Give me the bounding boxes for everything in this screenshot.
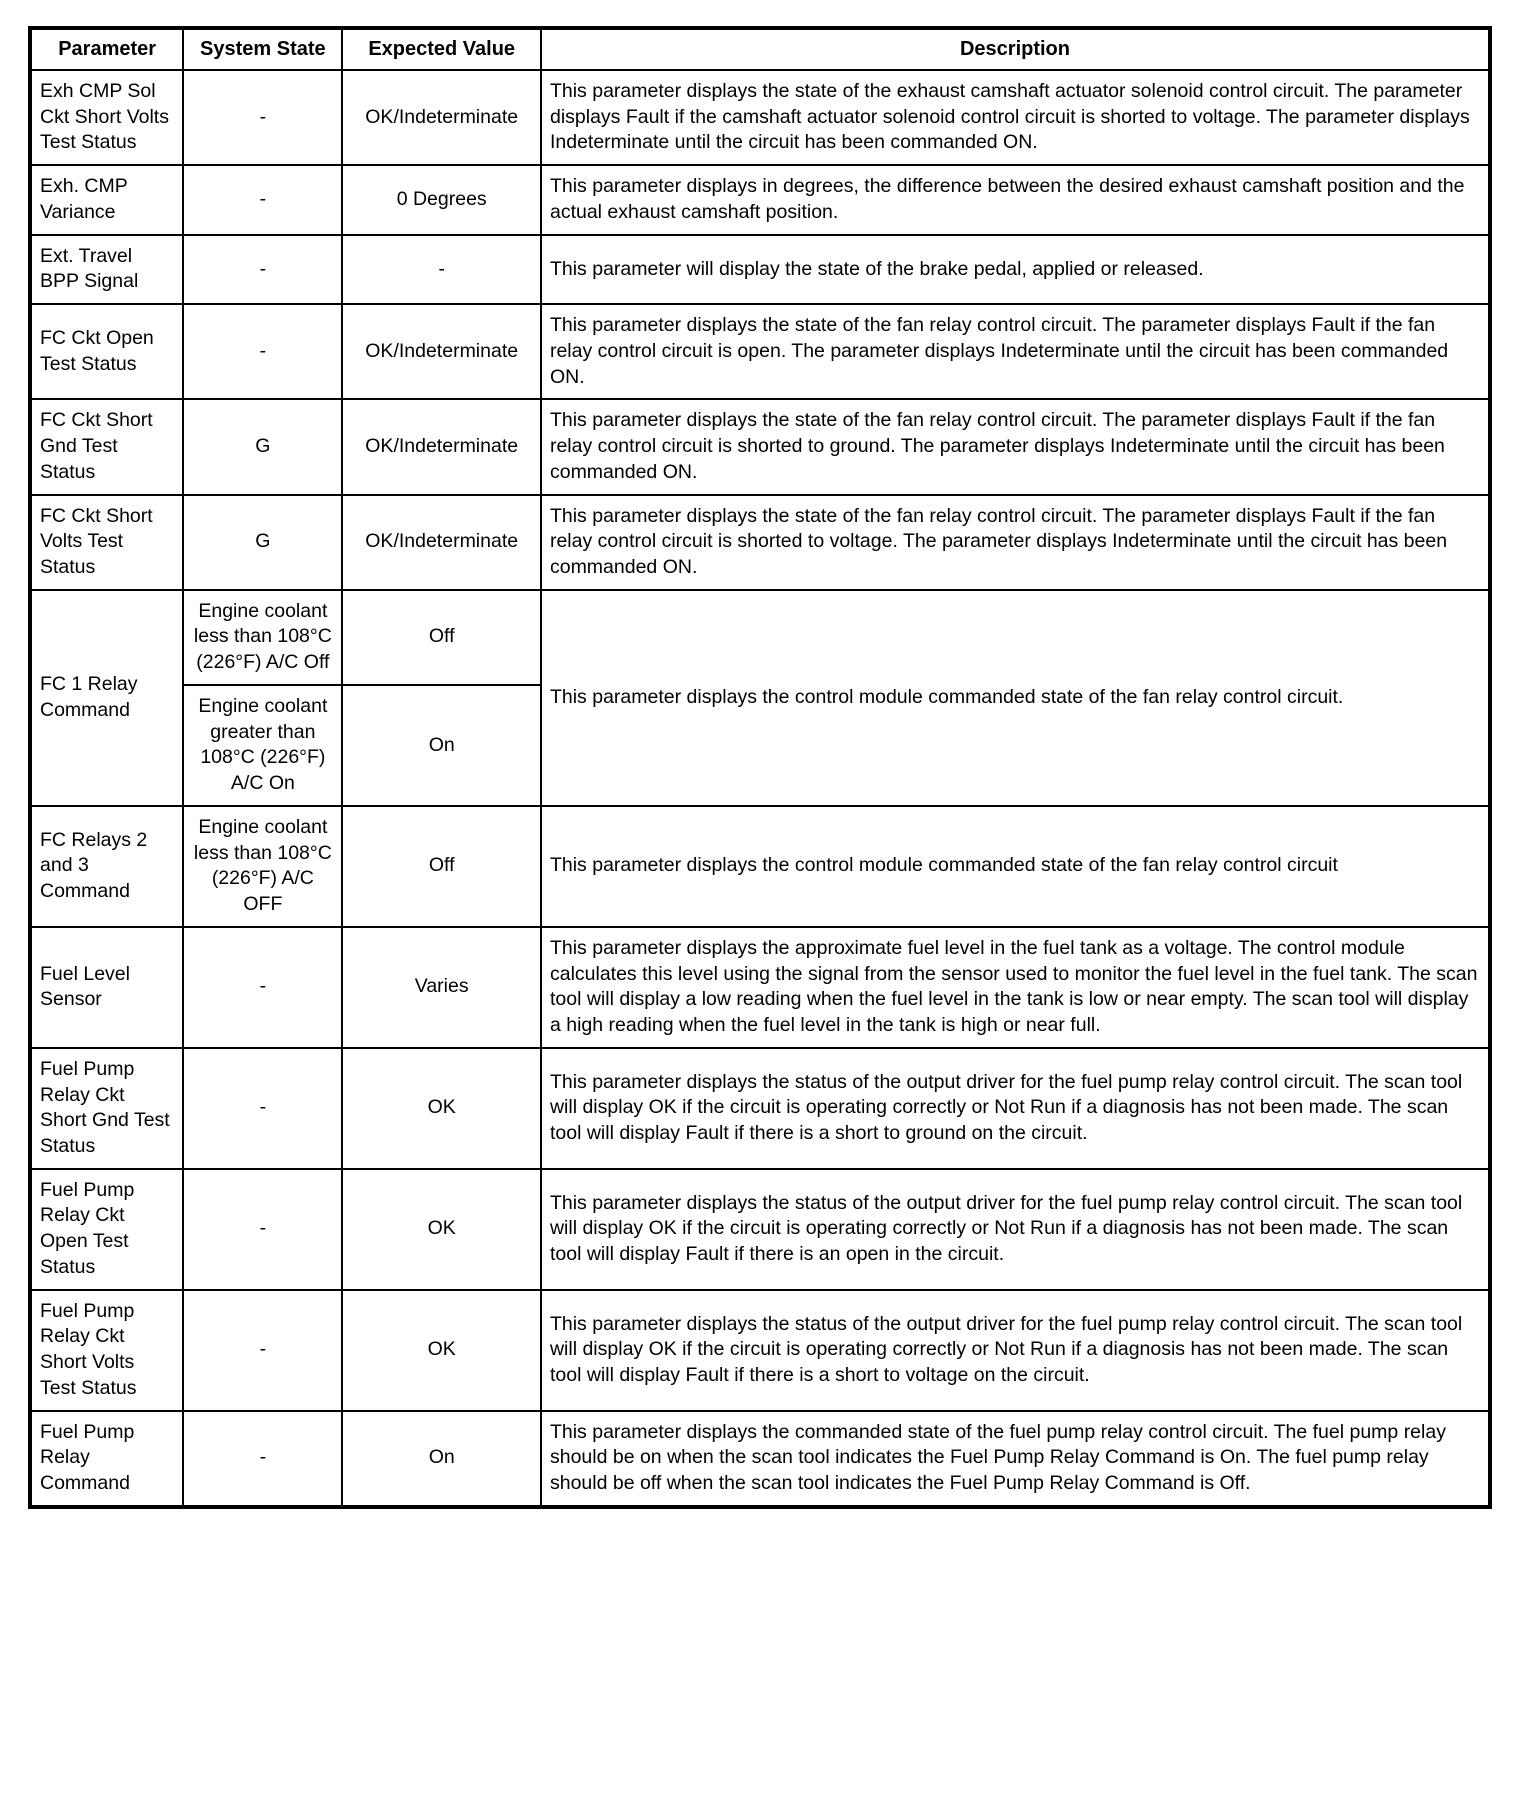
- description-cell: This parameter displays the status of the output driver for the fuel pump relay control circuit. The scan tool will display OK if the circuit is operating correctly or Not Run if a diagnosis has not been made. The scan tool will display Fault if there is a short to ground on the circuit.: [541, 1048, 1490, 1169]
- table-row: [30, 399, 1490, 494]
- description-cell: This parameter displays the state of the fan relay control circuit. The parameter displays Fault if the fan relay control circuit is shorted to ground. The parameter displays Indeterminate until the circuit has been commanded ON.: [541, 399, 1490, 494]
- parameter-cell: Fuel Level Sensor: [30, 927, 183, 1048]
- description-cell: This parameter displays the status of the output driver for the fuel pump relay control circuit. The scan tool will display OK if the circuit is operating correctly or Not Run if a diagnosis has not been made. The scan tool will display Fault if there is a short to voltage on the circuit.: [541, 1290, 1490, 1411]
- table-row: [30, 165, 1490, 234]
- expected-value-cell: On: [342, 685, 541, 806]
- parameter-cell: Fuel Pump Relay Ckt Open Test Status: [30, 1169, 183, 1290]
- table-row: [30, 304, 1490, 399]
- system-state-cell: -: [183, 1048, 342, 1169]
- table-row: [30, 1048, 1490, 1169]
- description-cell: This parameter displays in degrees, the difference between the desired exhaust camshaft position and the actual exhaust camshaft position.: [541, 165, 1490, 234]
- expected-value-cell: OK/Indeterminate: [342, 304, 541, 399]
- description-cell: This parameter displays the control module commanded state of the fan relay control circuit.: [541, 590, 1490, 806]
- system-state-cell: -: [183, 70, 342, 165]
- system-state-cell: -: [183, 1169, 342, 1290]
- expected-value-cell: Varies: [342, 927, 541, 1048]
- description-cell: This parameter displays the commanded state of the fuel pump relay control circuit. The fuel pump relay should be on when the scan tool indicates the Fuel Pump Relay Command is On. The fuel pump relay should be off when the scan tool indicates the Fuel Pump Relay Command is Off.: [541, 1411, 1490, 1507]
- system-state-cell: Engine coolant greater than 108°C (226°F) A/C On: [183, 685, 342, 806]
- expected-value-cell: OK/Indeterminate: [342, 399, 541, 494]
- header-parameter: Parameter: [30, 28, 183, 70]
- table-row: [30, 806, 1490, 927]
- parameter-cell: Exh. CMP Variance: [30, 165, 183, 234]
- parameter-cell: FC Ckt Short Gnd Test Status: [30, 399, 183, 494]
- header-expected-value: Expected Value: [342, 28, 541, 70]
- expected-value-cell: OK: [342, 1290, 541, 1411]
- table-row: [30, 1290, 1490, 1411]
- parameter-cell: Ext. Travel BPP Signal: [30, 235, 183, 304]
- table-body: [30, 70, 1490, 1507]
- description-cell: This parameter will display the state of the brake pedal, applied or released.: [541, 235, 1490, 304]
- parameter-cell: FC Ckt Short Volts Test Status: [30, 495, 183, 590]
- expected-value-cell: On: [342, 1411, 541, 1507]
- expected-value-cell: OK: [342, 1169, 541, 1290]
- system-state-cell: -: [183, 304, 342, 399]
- table-header: [30, 28, 1490, 70]
- system-state-cell: Engine coolant less than 108°C (226°F) A/C OFF: [183, 806, 342, 927]
- description-cell: This parameter displays the status of the output driver for the fuel pump relay control circuit. The scan tool will display OK if the circuit is operating correctly or Not Run if a diagnosis has not been made. The scan tool will display Fault if there is an open in the circuit.: [541, 1169, 1490, 1290]
- parameter-cell: FC Relays 2 and 3 Command: [30, 806, 183, 927]
- scan-tool-parameter-table: [28, 26, 1492, 1509]
- parameter-cell: Fuel Pump Relay Command: [30, 1411, 183, 1507]
- system-state-cell: G: [183, 399, 342, 494]
- parameter-cell: Fuel Pump Relay Ckt Short Gnd Test Status: [30, 1048, 183, 1169]
- expected-value-cell: OK/Indeterminate: [342, 495, 541, 590]
- description-cell: This parameter displays the state of the exhaust camshaft actuator solenoid control circuit. The parameter displays Fault if the camshaft actuator solenoid control circuit is shorted to voltage. The parameter displays Indeterminate until the circuit has been commanded ON.: [541, 70, 1490, 165]
- description-cell: This parameter displays the state of the fan relay control circuit. The parameter displays Fault if the fan relay control circuit is open. The parameter displays Indeterminate until the circuit has been commanded ON.: [541, 304, 1490, 399]
- description-cell: This parameter displays the state of the fan relay control circuit. The parameter displays Fault if the fan relay control circuit is shorted to voltage. The parameter displays Indeterminate until the circuit has been commanded ON.: [541, 495, 1490, 590]
- parameter-cell: Exh CMP Sol Ckt Short Volts Test Status: [30, 70, 183, 165]
- table-row: [30, 927, 1490, 1048]
- expected-value-cell: Off: [342, 806, 541, 927]
- header-description: Description: [541, 28, 1490, 70]
- expected-value-cell: OK/Indeterminate: [342, 70, 541, 165]
- header-system-state: System State: [183, 28, 342, 70]
- system-state-cell: -: [183, 1411, 342, 1507]
- system-state-cell: G: [183, 495, 342, 590]
- system-state-cell: -: [183, 1290, 342, 1411]
- system-state-cell: -: [183, 927, 342, 1048]
- system-state-cell: Engine coolant less than 108°C (226°F) A/C Off: [183, 590, 342, 685]
- table-row: [30, 1411, 1490, 1507]
- table-row: [30, 495, 1490, 590]
- expected-value-cell: -: [342, 235, 541, 304]
- description-cell: This parameter displays the approximate fuel level in the fuel tank as a voltage. The control module calculates this level using the signal from the sensor used to monitor the fuel level in the fuel tank. The scan tool will display a low reading when the fuel level in the tank is low or near empty. The scan tool will display a high reading when the fuel level in the tank is high or near full.: [541, 927, 1490, 1048]
- table-row: [30, 70, 1490, 165]
- system-state-cell: -: [183, 165, 342, 234]
- header-row: [30, 28, 1490, 70]
- parameter-cell: FC Ckt Open Test Status: [30, 304, 183, 399]
- table-row: [30, 1169, 1490, 1290]
- expected-value-cell: OK: [342, 1048, 541, 1169]
- parameter-cell: FC 1 Relay Command: [30, 590, 183, 806]
- table-row: [30, 235, 1490, 304]
- system-state-cell: -: [183, 235, 342, 304]
- table-row: [30, 590, 1490, 685]
- expected-value-cell: Off: [342, 590, 541, 685]
- expected-value-cell: 0 Degrees: [342, 165, 541, 234]
- parameter-cell: Fuel Pump Relay Ckt Short Volts Test Status: [30, 1290, 183, 1411]
- description-cell: This parameter displays the control module commanded state of the fan relay control circuit: [541, 806, 1490, 927]
